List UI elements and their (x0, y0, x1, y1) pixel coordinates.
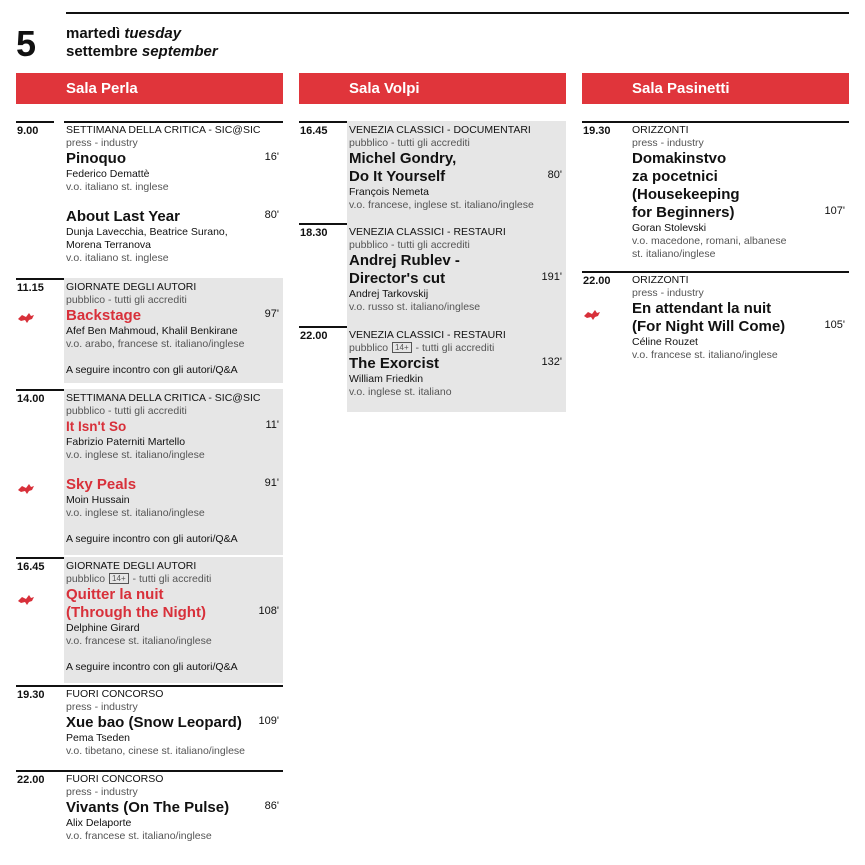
lion-icon (583, 309, 601, 321)
age-rating-badge: 14+ (109, 573, 129, 584)
film-language: v.o. italiano st. inglese (66, 252, 169, 264)
film-language: v.o. francese st. italiano/inglese (66, 830, 212, 842)
film-director: Moin Hussain (66, 494, 130, 506)
film-director: Afef Ben Mahmoud, Khalil Benkirane (66, 325, 238, 337)
access-label: press - industry (632, 137, 704, 149)
film-director: Goran Stolevski (632, 222, 707, 234)
film-language: v.o. italiano st. inglese (66, 181, 169, 193)
film-duration: 105' (824, 319, 845, 331)
film-language: v.o. russo st. italiano/inglese (349, 301, 481, 313)
film-director: Andrej Tarkovskij (349, 288, 429, 300)
event-note: A seguire incontro con gli autori/Q&A (66, 533, 238, 545)
access-label: pubblico - tutti gli accrediti (349, 137, 470, 149)
film-duration: 132' (541, 356, 562, 368)
film-title: Xue bao (Snow Leopard) 109' (66, 714, 279, 731)
film-title: Pinoquo 16' (66, 150, 279, 167)
screening-time: 18.30 (300, 227, 328, 239)
access-label: press - industry (66, 786, 138, 798)
screening-time: 11.15 (17, 282, 44, 294)
screening-time: 14.00 (17, 393, 45, 405)
film-title: Domakinstvo za pocetnici (Housekeeping for Beginners) 107' (632, 150, 845, 221)
screening-body (347, 326, 566, 412)
screening-body (64, 685, 283, 762)
access-label: press - industry (632, 287, 704, 299)
film-duration: 16' (264, 151, 279, 163)
film-title: About Last Year 80' (66, 208, 279, 225)
film-language: v.o. tibetano, cinese st. italiano/inglese (66, 745, 245, 757)
screening-body (64, 121, 283, 269)
screening-body (64, 770, 283, 847)
film-duration: 107' (824, 205, 845, 217)
screening-body (64, 557, 283, 683)
film-director: William Friedkin (349, 373, 424, 385)
section-label: VENEZIA CLASSICI - DOCUMENTARI (349, 124, 531, 136)
event-note: A seguire incontro con gli autori/Q&A (66, 364, 238, 376)
film-subtitles: st. italiano/inglese (632, 248, 716, 260)
section-label: GIORNATE DEGLI AUTORI (66, 560, 197, 572)
screening-time: 16.45 (300, 125, 328, 137)
film-title: Quitter la nuit (Through the Night) 108' (66, 586, 279, 621)
film-director: Delphine Girard (66, 622, 140, 634)
access-label: pubblico - tutti gli accrediti (66, 294, 187, 306)
day-header (16, 12, 849, 70)
film-language: v.o. arabo, francese st. italiano/inglese (66, 338, 245, 350)
lion-icon (17, 483, 35, 495)
screening-body (630, 271, 849, 366)
access-label: pubblico - tutti gli accrediti (66, 405, 187, 417)
film-title: Andrej Rublev - Director's cut 191' (349, 252, 562, 287)
section-label: ORIZZONTI (632, 124, 689, 136)
film-title: Backstage 97' (66, 307, 279, 324)
film-duration: 91' (264, 477, 279, 489)
film-duration: 97' (264, 308, 279, 320)
film-duration: 86' (264, 800, 279, 812)
hall-column-perla (16, 73, 283, 842)
film-language: v.o. francese, inglese st. italiano/inglese (349, 199, 534, 211)
film-title: En attendant la nuit (For Night Will Come) 105' (632, 300, 845, 335)
film-title: Michel Gondry, Do It Yourself 80' (349, 150, 562, 185)
screening-body (347, 121, 566, 223)
section-label: VENEZIA CLASSICI - RESTAURI (349, 226, 506, 238)
hall-column-volpi (299, 73, 566, 398)
film-language: v.o. francese st. italiano/inglese (66, 635, 212, 647)
screening-body (64, 389, 283, 555)
film-director: Céline Rouzet (632, 336, 698, 348)
film-language: v.o. macedone, romani, albanese (632, 235, 787, 247)
access-label: press - industry (66, 137, 138, 149)
film-language: v.o. inglese st. italiano (349, 386, 452, 398)
film-duration: 191' (541, 271, 562, 283)
screening-time: 16.45 (17, 561, 45, 573)
section-label: ORIZZONTI (632, 274, 689, 286)
film-duration: 109' (258, 715, 279, 727)
hall-header: Sala Perla (16, 73, 283, 104)
event-note: A seguire incontro con gli autori/Q&A (66, 661, 238, 673)
film-duration: 80' (547, 169, 562, 181)
film-title: It Isn't So 11' (66, 418, 279, 436)
film-director: Fabrizio Paterniti Martello (66, 436, 186, 448)
screening-time: 19.30 (17, 689, 45, 701)
section-label: GIORNATE DEGLI AUTORI (66, 281, 197, 293)
hall-column-pasinetti (582, 73, 849, 361)
month: settembre september (66, 43, 218, 60)
section-label: VENEZIA CLASSICI - RESTAURI (349, 329, 506, 341)
film-director: Pema Tseden (66, 732, 131, 744)
section-label: SETTIMANA DELLA CRITICA - SIC@SIC (66, 392, 261, 404)
film-director: François Nemeta (349, 186, 429, 198)
screening-time: 22.00 (583, 275, 611, 287)
access-label: press - industry (66, 701, 138, 713)
day-number: 5 (16, 23, 37, 64)
film-director: Dunja Lavecchia, Beatrice Surano, Morena Terranova (66, 226, 228, 251)
film-duration: 80' (264, 209, 279, 221)
hall-header: Sala Pasinetti (582, 73, 849, 104)
film-title: Vivants (On The Pulse) 86' (66, 799, 279, 816)
film-title: The Exorcist 132' (349, 355, 562, 372)
film-duration: 11' (265, 419, 279, 431)
entry-rule (16, 121, 54, 123)
section-label: FUORI CONCORSO (66, 773, 164, 785)
section-label: FUORI CONCORSO (66, 688, 164, 700)
film-director: Federico Demattè (66, 168, 150, 180)
lion-icon (17, 312, 35, 324)
screening-time: 22.00 (17, 774, 45, 786)
screening-time: 9.00 (17, 125, 39, 137)
film-language: v.o. francese st. italiano/inglese (632, 349, 778, 361)
screening-body (347, 223, 566, 326)
section-label: SETTIMANA DELLA CRITICA - SIC@SIC (66, 124, 261, 136)
film-language: v.o. inglese st. italiano/inglese (66, 449, 205, 461)
header-rule (66, 12, 849, 14)
access-label: pubblico 14+ - tutti gli accrediti (66, 573, 212, 585)
screening-time: 22.00 (300, 330, 328, 342)
film-director: Alix Delaporte (66, 817, 132, 829)
film-language: v.o. inglese st. italiano/inglese (66, 507, 205, 519)
access-label: pubblico - tutti gli accrediti (349, 239, 470, 251)
weekday: martedì tuesday (66, 25, 182, 42)
age-rating-badge: 14+ (392, 342, 412, 353)
lion-icon (17, 594, 35, 606)
film-duration: 108' (258, 605, 279, 617)
screening-body (630, 121, 849, 265)
hall-header: Sala Volpi (299, 73, 566, 104)
screening-body (64, 278, 283, 383)
film-title: Sky Peals 91' (66, 476, 279, 493)
screening-time: 19.30 (583, 125, 611, 137)
access-label: pubblico 14+ - tutti gli accrediti (349, 342, 495, 354)
